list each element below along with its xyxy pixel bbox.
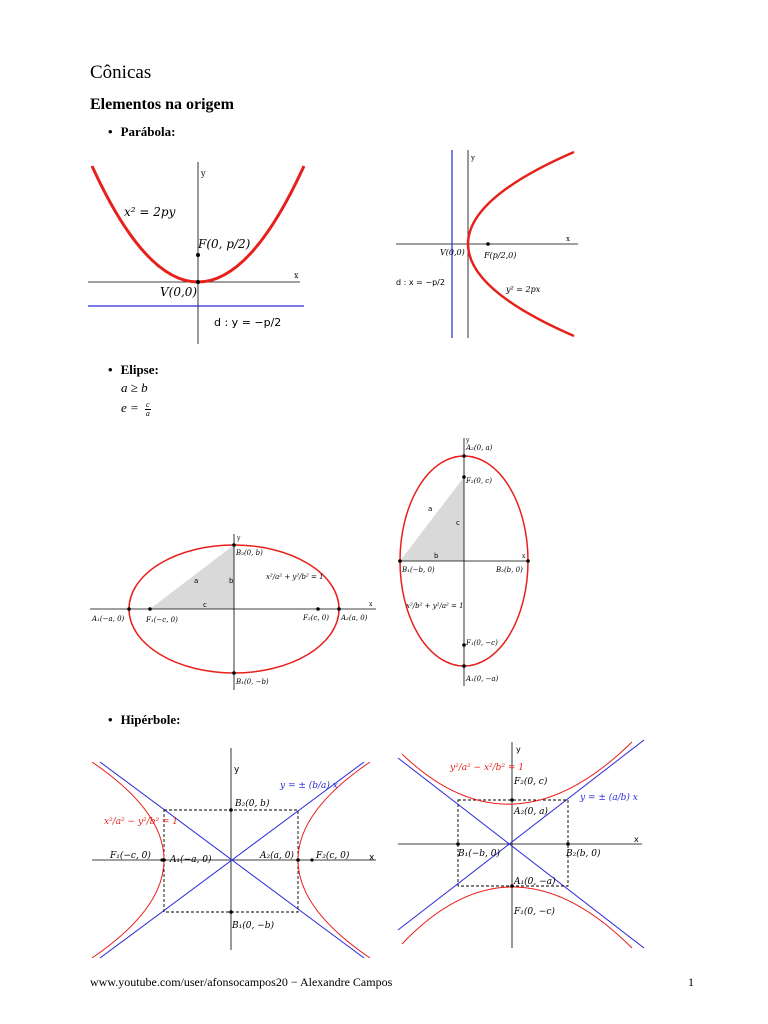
focus-label: F(0, p/2): [198, 237, 251, 251]
page-footer: [90, 975, 694, 991]
a2-label: A₂(a, 0): [260, 851, 294, 861]
b1-label: B₁(0, −b): [232, 921, 274, 931]
f2-label: F₂(c, 0): [303, 614, 329, 622]
footer-credit: www.youtube.com/user/afonsocampos20 − Alexandre Campos: [90, 975, 393, 989]
axis-y-label: y: [234, 765, 240, 775]
b2-point: [526, 559, 530, 563]
axis-x-label: x: [369, 853, 375, 863]
f1-point: [160, 858, 163, 861]
axis-x-label: x: [522, 553, 526, 560]
side-c-label: c: [203, 601, 207, 609]
hyperbola-vertical-figure: [396, 738, 644, 950]
axis-y-label: y: [516, 745, 521, 754]
eccentricity-denominator: a: [145, 408, 150, 418]
f1-label: F₁(−c, 0): [146, 616, 178, 624]
axis-y-label: y: [466, 437, 470, 444]
page-title: Cônicas: [90, 62, 152, 83]
b1-label: B₁(−b, 0): [402, 566, 435, 574]
b1-label: B₁(0, −b): [236, 678, 269, 686]
vertex-label: V(0,0): [440, 248, 465, 257]
hyperbola-equation: y²/a² − x²/b² = 1: [450, 763, 525, 773]
vertex-label: V(0,0): [160, 285, 198, 299]
a2-point: [510, 798, 514, 802]
b2-label: B₂(0, b): [235, 799, 270, 809]
ellipse-horizontal-figure: [88, 530, 380, 692]
a2-point: [462, 454, 466, 458]
b2-point: [232, 543, 236, 547]
axis-x-label: x: [634, 835, 639, 844]
b1-point: [232, 671, 236, 675]
a1-label: A₁(−a, 0): [92, 615, 125, 623]
hyperbola-horizontal-figure: [90, 742, 380, 950]
side-a-label: a: [428, 505, 433, 513]
hyperbola-heading: • Hipérbole:: [108, 712, 181, 728]
hyperbola-equation: x²/a² − y²/b² = 1: [104, 817, 179, 827]
hyperbola-lower-branch: [402, 887, 632, 948]
auxiliary-rectangle: [458, 800, 568, 886]
f1-label: F₁(0, −c): [466, 639, 498, 647]
f1-label: F₁(−c, 0): [110, 851, 151, 861]
parabola-equation: x² = 2py: [124, 205, 176, 219]
parabola-heading: • Parábola:: [108, 124, 175, 140]
a1-point: [127, 607, 131, 611]
vertex-point: [196, 280, 200, 284]
side-b-label: b: [229, 577, 234, 585]
asymptote-equation: y = ± (a/b) x: [580, 793, 638, 803]
b2-label: B₂(b, 0): [566, 849, 601, 859]
a2-point: [296, 858, 300, 862]
b1-point: [229, 910, 233, 914]
parabola-equation: y² = 2px: [506, 285, 541, 294]
f2-point: [310, 858, 313, 861]
axis-x-label: x: [294, 271, 299, 280]
a2-label: A₂(a, 0): [341, 614, 368, 622]
ellipse-equation: x²/b² + y²/a² = 1: [406, 602, 464, 610]
axis-x-label: x: [369, 601, 373, 608]
b2-label: B₂(0, b): [236, 549, 263, 557]
directrix-label: d : x = −p/2: [396, 278, 445, 287]
asymptote-equation: y = ± (b/a) x: [280, 781, 338, 791]
b1-point: [456, 842, 460, 846]
a2-label: A₂(0, a): [514, 807, 548, 817]
side-b-label: b: [434, 552, 439, 560]
ellipse-triangle: [150, 545, 234, 609]
axis-x-label: x: [566, 235, 570, 243]
a1-label: A₁(0, −a): [514, 877, 556, 887]
b2-point: [229, 808, 233, 812]
ellipse-heading: • Elipse:: [108, 362, 159, 378]
page-number: 1: [688, 975, 694, 989]
axis-y-label: y: [471, 154, 475, 162]
b1-point: [398, 559, 402, 563]
ellipse-equation: x²/a² + y²/b² = 1: [266, 573, 324, 581]
f2-label: F₂(0, c): [514, 777, 548, 787]
a1-label: A₁(−a, 0): [170, 855, 212, 865]
focus-point: [196, 253, 200, 257]
f2-point: [316, 607, 320, 611]
b2-point: [566, 842, 570, 846]
ellipse-vertical-figure: [396, 434, 530, 688]
a1-point: [462, 664, 466, 668]
f2-label: F₂(c, 0): [316, 851, 350, 861]
parabola-horizontal-figure: [394, 148, 584, 338]
section-title: Elementos na origem: [90, 96, 234, 113]
a2-label: A₂(0, a): [466, 444, 493, 452]
axis-y-label: y: [201, 169, 206, 178]
eccentricity-lhs: e =: [121, 400, 143, 415]
side-a-label: a: [194, 577, 199, 585]
focus-point: [486, 242, 490, 246]
f1-label: F₁(0, −c): [514, 907, 555, 917]
f2-label: F₂(0, c): [466, 477, 492, 485]
side-c-label: c: [456, 519, 460, 527]
b1-label: B₁(−b, 0): [458, 849, 500, 859]
a2-point: [337, 607, 341, 611]
eccentricity-fraction: [145, 401, 151, 418]
directrix-label: d : y = −p/2: [214, 316, 282, 329]
ellipse-eccentricity: [121, 400, 151, 418]
parabola-vertical-figure: [88, 152, 308, 344]
f1-point: [148, 607, 152, 611]
a1-label: A₁(0, −a): [466, 675, 499, 683]
focus-label: F(p/2,0): [484, 251, 517, 260]
ellipse-condition-ab: a ≥ b: [121, 380, 148, 395]
axis-y-label: y: [237, 535, 241, 542]
eccentricity-numerator: c: [146, 399, 150, 409]
ellipse-triangle: [400, 477, 464, 561]
b2-label: B₂(b, 0): [496, 566, 523, 574]
